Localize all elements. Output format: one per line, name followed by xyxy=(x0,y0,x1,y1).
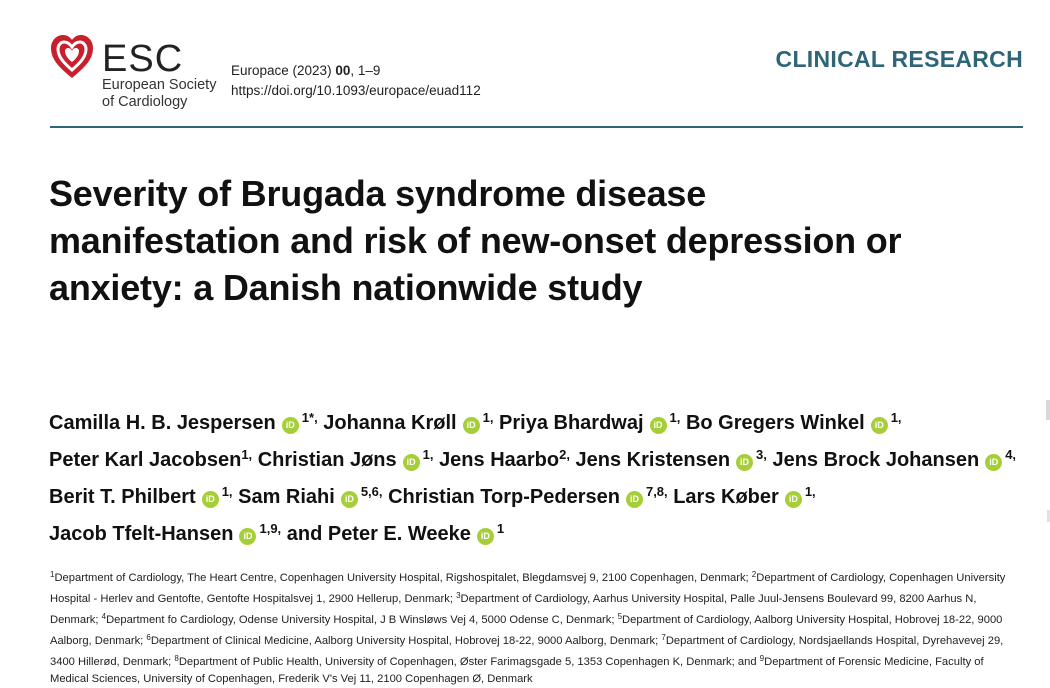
orcid-icon[interactable]: iD xyxy=(985,454,1002,471)
page-edge-mark xyxy=(1046,400,1050,420)
affiliation-marker: 7,8, xyxy=(645,484,668,499)
affiliation-number: 3 xyxy=(456,591,461,600)
author-name-text: Berit T. Philbert xyxy=(49,486,196,508)
author-name[interactable] xyxy=(772,449,1016,471)
affiliation-text: Department of Cardiology, Aarhus University Hospital, Palle Juul-Jensens Boulevard 99, 8200 Aarhus N, Denmark; xyxy=(50,593,977,626)
author-name[interactable] xyxy=(49,523,281,545)
orcid-icon[interactable]: iD xyxy=(650,417,667,434)
author-name[interactable] xyxy=(49,486,233,508)
affiliation-marker: 1, xyxy=(221,484,233,499)
journal-pages: , 1–9 xyxy=(350,63,381,78)
citation-block xyxy=(231,61,481,101)
affiliation-number: 7 xyxy=(661,633,666,642)
journal-volume: 00 xyxy=(335,63,351,78)
orcid-icon[interactable]: iD xyxy=(626,491,643,508)
affiliation-marker: 1, xyxy=(482,410,494,425)
orcid-icon[interactable]: iD xyxy=(463,417,480,434)
author-name[interactable] xyxy=(258,449,434,471)
affiliation-number: 4 xyxy=(101,612,107,621)
author-name-text: Jens Kristensen xyxy=(575,449,731,471)
affiliation-marker: 1,9, xyxy=(259,521,282,536)
author-name[interactable] xyxy=(439,449,570,471)
orcid-icon[interactable]: iD xyxy=(282,417,299,434)
author-name[interactable] xyxy=(49,449,252,471)
affiliation-text: Department of Cardiology, Copenhagen University Hospital - Herlev and Gentofte, Gentofte Hospitalsvej 1, 2900 Hellerup, Denmark; xyxy=(50,572,1006,605)
cropped-dates-line xyxy=(50,680,390,686)
affiliation-text: Department of Public Health, University of Copenhagen, Øster Farimagsgade 5, 1353 Copenhagen K, Denmark; and xyxy=(178,656,760,668)
affiliation-marker: 3, xyxy=(756,447,767,462)
affiliation-marker: 2, xyxy=(559,447,570,462)
affiliation-marker: 1, xyxy=(669,410,681,425)
orcid-icon[interactable]: iD xyxy=(239,528,256,545)
affiliation-number: 6 xyxy=(146,633,151,642)
orcid-icon[interactable]: iD xyxy=(341,491,358,508)
affiliation-number: 1 xyxy=(50,570,55,579)
author-name[interactable] xyxy=(499,412,680,434)
author-name-text: Johanna Krøll xyxy=(323,412,457,434)
affiliation-entry xyxy=(174,656,759,668)
author-name-text: Lars Køber xyxy=(673,486,779,508)
affiliation-number: 8 xyxy=(174,654,179,663)
author-name[interactable] xyxy=(323,412,493,434)
org-line-1: European Society xyxy=(102,77,217,93)
affiliation-marker: 1 xyxy=(496,521,505,536)
orcid-icon[interactable]: iD xyxy=(871,417,888,434)
header-divider xyxy=(50,126,1023,128)
orcid-icon[interactable]: iD xyxy=(785,491,802,508)
affiliation-text: Department of Clinical Medicine, Aalborg University Hospital, Hobrovej 18-22, 9000 Aalborg, Denmark; xyxy=(150,635,662,647)
author-name-text: Bo Gregers Winkel xyxy=(685,412,865,434)
orcid-icon[interactable]: iD xyxy=(736,454,753,471)
author-name[interactable] xyxy=(388,486,668,508)
author-name-text: Jens Brock Johansen xyxy=(772,449,980,471)
orcid-icon[interactable]: iD xyxy=(403,454,420,471)
esc-wordmark: ESC xyxy=(102,38,184,80)
affiliation-entry xyxy=(146,635,661,647)
author-name-text: Christian Jøns xyxy=(257,449,397,471)
orcid-icon[interactable]: iD xyxy=(202,491,219,508)
author-name-text: Camilla H. B. Jespersen xyxy=(49,412,276,434)
orcid-icon[interactable]: iD xyxy=(477,528,494,545)
affiliation-marker: 1, xyxy=(804,484,816,499)
affiliation-number: 2 xyxy=(751,570,757,579)
author-name[interactable] xyxy=(686,412,902,434)
affiliation-number: 5 xyxy=(617,612,623,621)
author-name[interactable] xyxy=(238,486,382,508)
author-name-text: and Peter E. Weeke xyxy=(286,523,471,545)
author-name[interactable] xyxy=(49,412,318,434)
author-name-text: Christian Torp-Pedersen xyxy=(388,486,620,508)
affiliation-text: Department of Cardiology, The Heart Centre, Copenhagen University Hospital, Rigshospitalet, Blegdamsvej 9, 2100 Copenhagen, Denmark; xyxy=(54,572,752,584)
author-name-text: Peter Karl Jacobsen xyxy=(49,449,242,471)
affiliation-marker: 1, xyxy=(422,447,434,462)
affiliation-marker: 1*, xyxy=(301,410,318,425)
affiliation-entry xyxy=(50,572,752,584)
article-title: Severity of Brugada syndrome disease manifestation and risk of new-onset depression or anxiety: a Danish nationwide study xyxy=(49,173,902,308)
affiliation-entry xyxy=(102,614,618,626)
affiliation-marker: 4, xyxy=(1005,447,1017,462)
esc-heart-logo-icon xyxy=(50,34,94,80)
author-name[interactable] xyxy=(576,449,767,471)
author-name[interactable] xyxy=(287,523,504,545)
author-name[interactable] xyxy=(673,486,815,508)
author-name-text: Priya Bhardwaj xyxy=(499,412,644,434)
author-list xyxy=(49,402,1019,550)
doi-link[interactable]: https://doi.org/10.1093/europace/euad112 xyxy=(231,83,481,98)
journal-citation xyxy=(231,61,481,81)
affiliation-marker: 1, xyxy=(890,410,902,425)
section-label: CLINICAL RESEARCH xyxy=(775,46,1023,72)
affiliation-number: 9 xyxy=(759,654,765,663)
author-name-text: Sam Riahi xyxy=(238,486,335,508)
organization-name xyxy=(102,77,216,111)
affiliation-text: Department fo Cardiology, Odense University Hospital, J B Winsløws Vej 4, 5000 Odense C, Denmark; xyxy=(106,614,618,626)
affiliation-marker: 1, xyxy=(241,447,253,462)
author-name-text: Jens Haarbo xyxy=(439,449,560,471)
affiliation-marker: 5,6, xyxy=(360,484,383,499)
affiliation-text: Department of Forensic Medicine, Faculty of Medical Sciences, University of Copenhagen, Frederik V's Vej 11, 2100 Copenhagen Ø, Denmark xyxy=(50,656,984,685)
author-name-text: Jacob Tfelt-Hansen xyxy=(49,523,234,545)
affiliation-text: Department of Cardiology, Aalborg University Hospital, Hobrovej 18-22, 9000 Aalborg, Denmark; xyxy=(50,614,1003,647)
affiliations xyxy=(50,566,1025,688)
affiliation-text: Department of Cardiology, Nordsjaellands Hospital, Dyrehavevej 29, 3400 Hillerød, Denmark; xyxy=(50,635,1004,668)
org-line-2: of Cardiology xyxy=(102,94,188,110)
journal-name: Europace (2023) xyxy=(231,63,336,78)
